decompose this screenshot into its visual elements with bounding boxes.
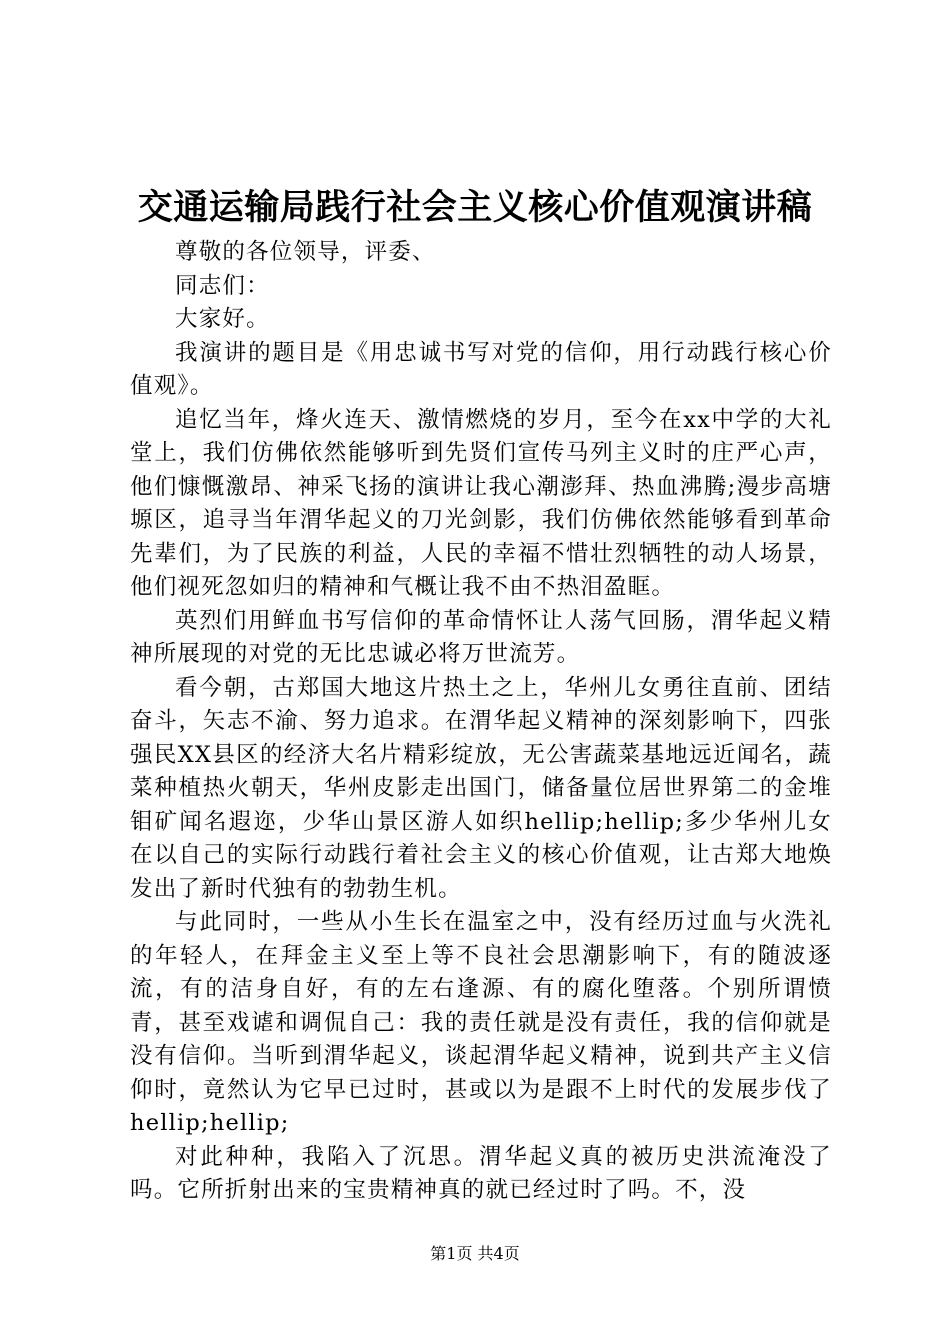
paragraph-topic: 我演讲的题目是《用忠诚书写对党的信仰，用行动践行核心价值观》。 (130, 339, 832, 399)
paragraph-salutation: 尊敬的各位领导，评委、 (175, 239, 436, 265)
page-number: 第1页 共4页 (430, 1244, 520, 1263)
paragraph-martyrs: 英烈们用鲜血书写信仰的革命情怀让人荡气回肠，渭华起义精神所展现的对党的无比忠诚必将万世流芳。 (130, 607, 832, 667)
document-title: 交通运输局践行社会主义核心价值观演讲稿 (137, 187, 813, 228)
document-body (130, 236, 832, 1208)
paragraph-today: 看今朝，古郑国大地这片热土之上，华州儿女勇往直前、团结奋斗，矢志不渝、努力追求。在渭华起义精神的深刻影响下，四张强民XX县区的经济大名片精彩绽放，无公害蔬菜基地远近闻名，蔬菜种植热火朝天，华州皮影走出国门，储备量位居世界第二的金堆钼矿闻名遐迩，少华山景区游人如织hellip;hellip;多少华州儿女在以自己的实际行动践行着社会主义的核心价值观，让古郑大地焕发出了新时代独有的勃勃生机。 (130, 674, 832, 902)
paragraph-greeting: 大家好。 (175, 306, 270, 332)
paragraph-recollection: 追忆当年，烽火连天、激情燃烧的岁月，至今在xx中学的大礼堂上，我们仿佛依然能够听到先贤们宣传马列主义时的庄严心声，他们慷慨激昂、神采飞扬的演讲让我心潮澎拜、热血沸腾;漫步高塘塬区，追寻当年渭华起义的刀光剑影，我们仿佛依然能够看到革命先辈们，为了民族的利益，人民的幸福不惜壮烈牺牲的动人场景，他们视死忽如归的精神和气概让我不由不热泪盈眶。 (130, 406, 832, 600)
paragraph-reflection: 对此种种，我陷入了沉思。渭华起义真的被历史洪流淹没了吗。它所折射出来的宝贵精神真的就已经过时了吗。不，没 (130, 1143, 832, 1203)
paragraph-comrades: 同志们： (175, 272, 270, 299)
paragraph-youth: 与此同时，一些从小生长在温室之中，没有经历过血与火洗礼的年轻人，在拜金主义至上等不良社会思潮影响下，有的随波逐流，有的洁身自好，有的左右逢源、有的腐化堕落。个别所谓愤青，甚至戏谑和调侃自己：我的责任就是没有责任，我的信仰就是没有信仰。当听到渭华起义，谈起渭华起义精神，说到共产主义信仰时，竟然认为它早已过时，甚或以为是跟不上时代的发展步伐了hellip;hellip; (130, 909, 832, 1136)
